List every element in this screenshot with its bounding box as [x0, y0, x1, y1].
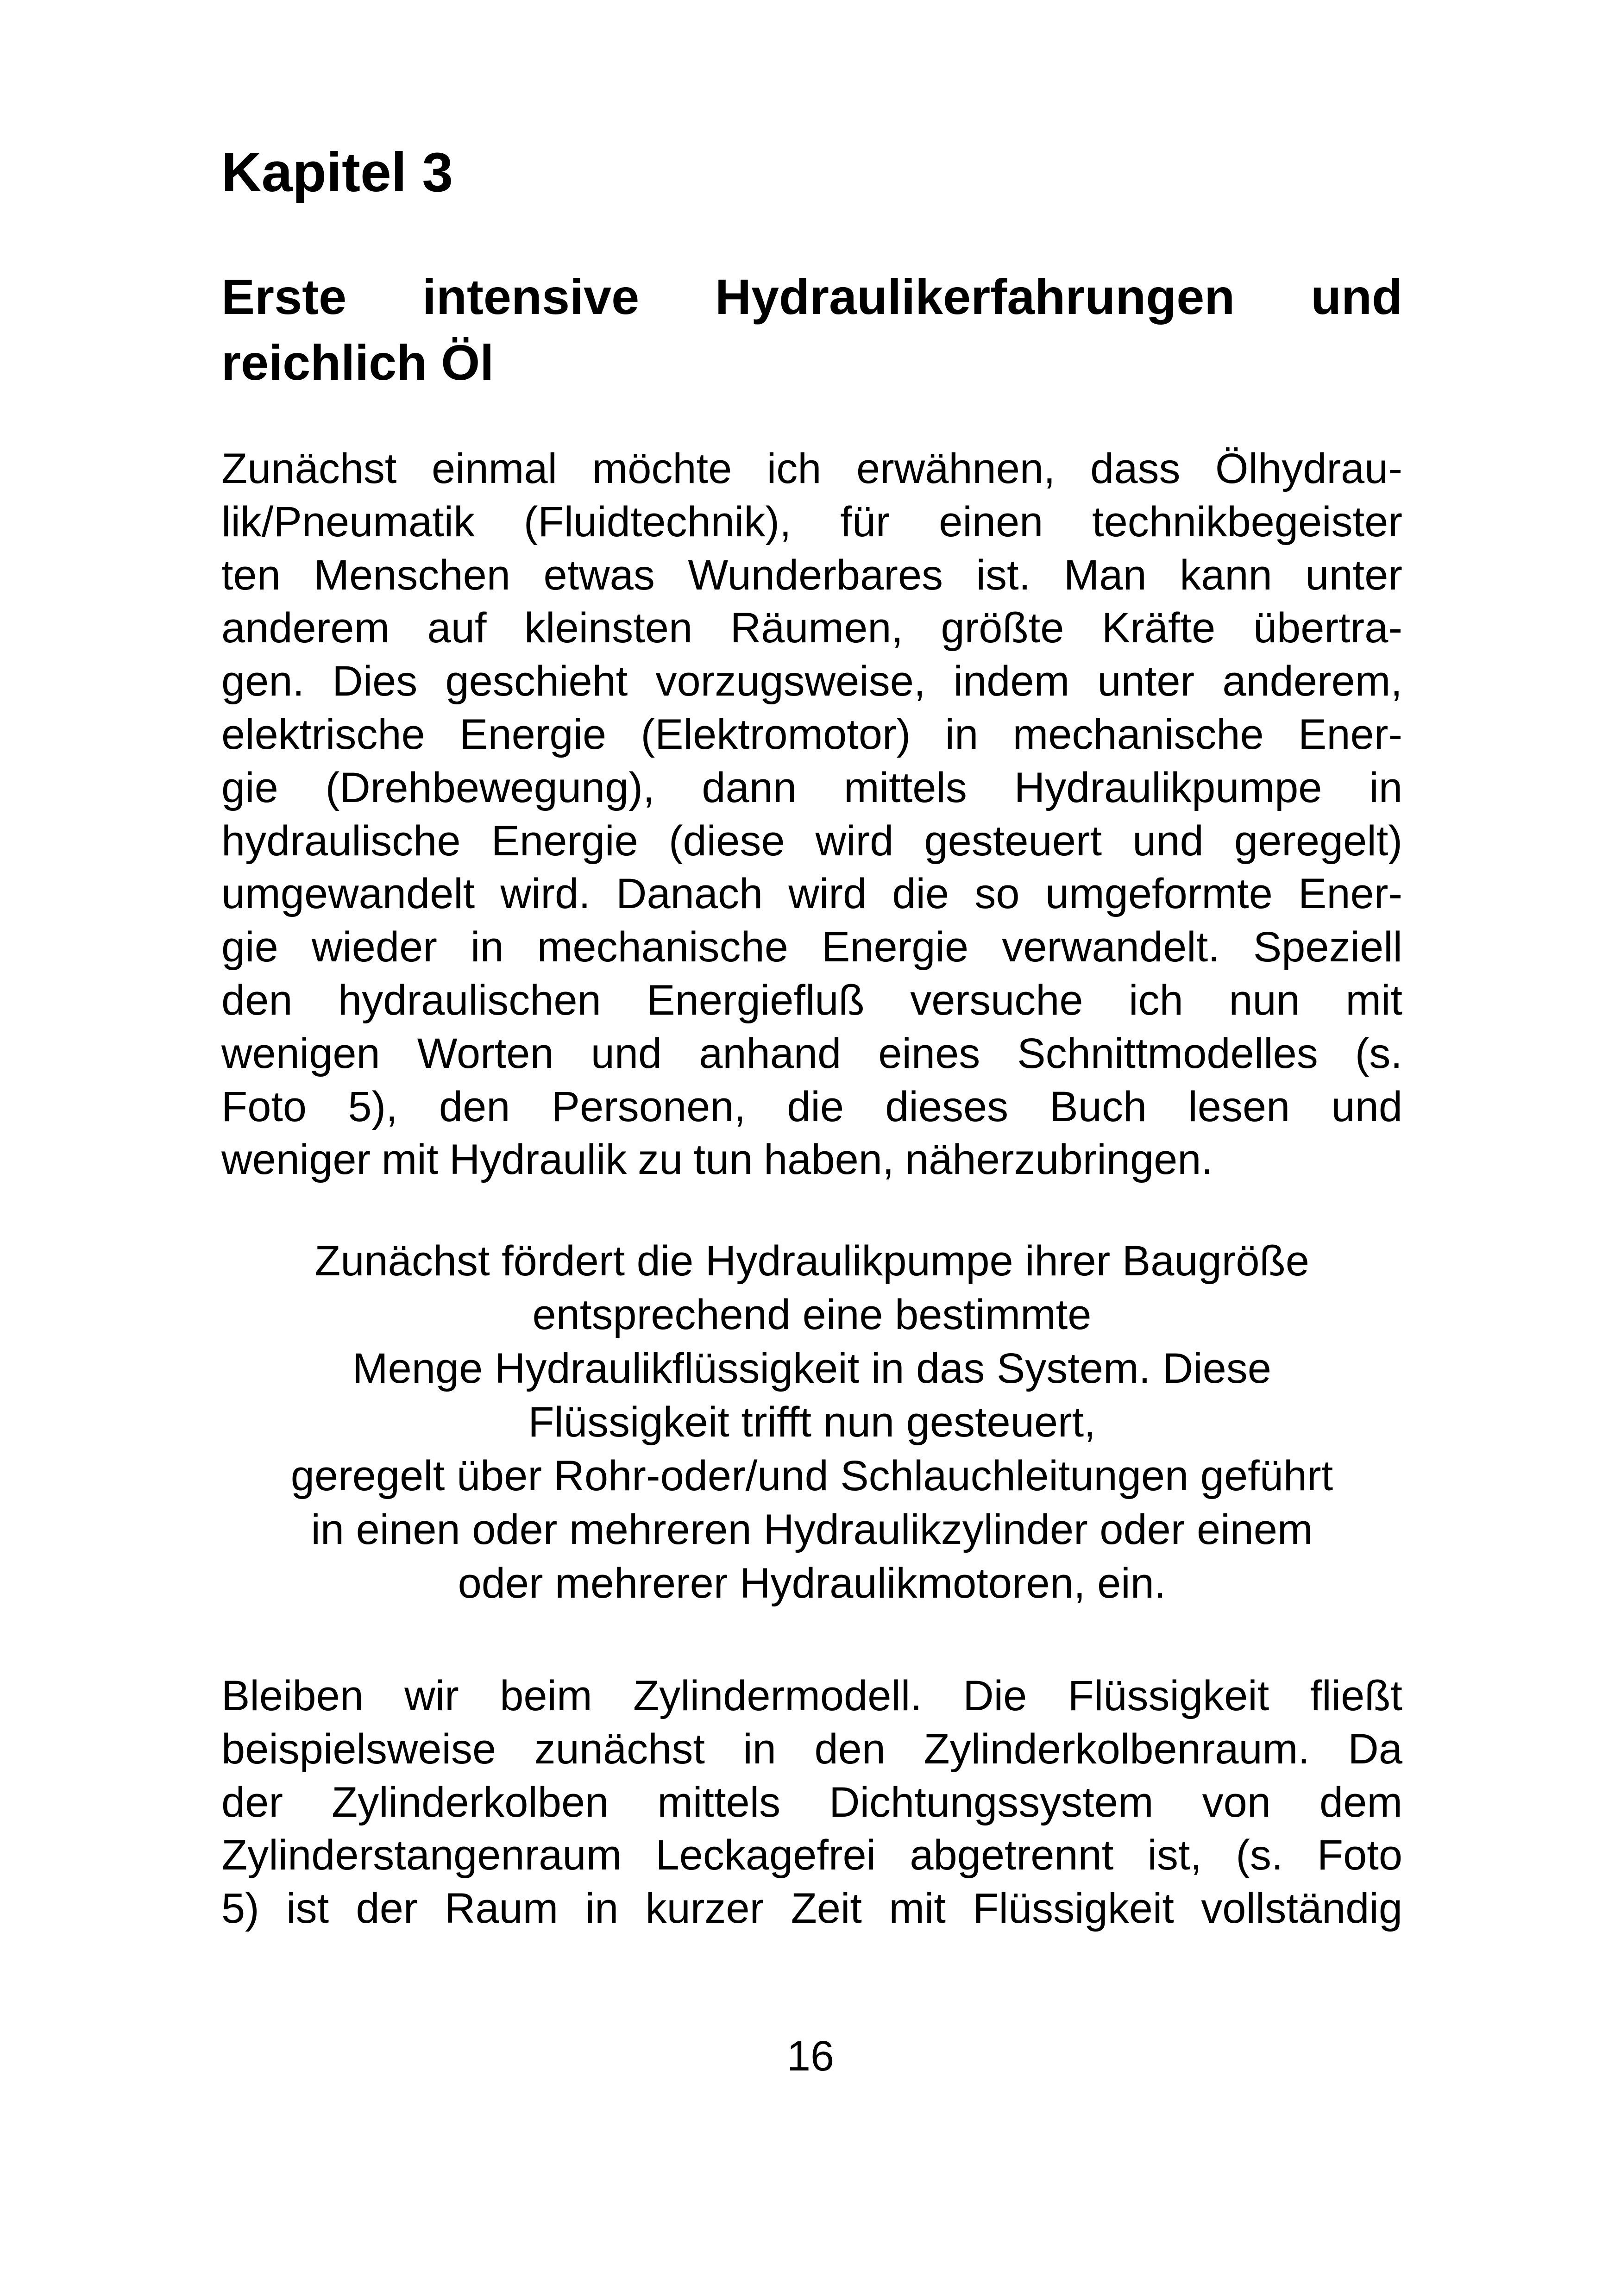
chapter-label: Kapitel 3 — [221, 141, 453, 203]
text-line: 5) ist der Raum in kurzer Zeit mit Flüssigkeit vollständig — [221, 1885, 1402, 1932]
text-line: Zunächst fördert die Hydraulikpumpe ihrer Baugröße — [314, 1237, 1309, 1285]
text-line: oder mehrerer Hydraulikmotoren, ein. — [458, 1560, 1166, 1607]
centered-paragraph — [221, 1234, 1402, 1610]
text-line: geregelt über Rohr-oder/und Schlauchleitungen geführt — [290, 1452, 1333, 1499]
intro-paragraph — [221, 442, 1402, 1186]
text-line: lik/Pneumatik (Fluidtechnik), für einen technikbegeister — [221, 498, 1402, 546]
text-line: weniger mit Hydraulik zu tun haben, näherzubringen. — [221, 1136, 1213, 1184]
text-line: Flüssigkeit trifft nun gesteuert, — [528, 1399, 1096, 1446]
text-line: umgewandelt wird. Danach wird die so umgeformte Ener- — [221, 870, 1402, 918]
text-line: den hydraulischen Energiefluß versuche ich nun mit — [221, 976, 1402, 1024]
chapter-title — [221, 264, 1402, 395]
page-number: 16 — [786, 2033, 835, 2080]
text-line: wenigen Worten und anhand eines Schnittmodelles (s. — [221, 1029, 1402, 1077]
text-line: Zunächst einmal möchte ich erwähnen, dass Ölhydrau- — [221, 445, 1402, 492]
text-line: gie wieder in mechanische Energie verwandelt. Speziell — [221, 923, 1402, 971]
text-line: gen. Dies geschieht vorzugsweise, indem unter anderem, — [221, 658, 1402, 705]
text-line: Zylinderstangenraum Leckagefrei abgetrennt ist, (s. Foto — [221, 1832, 1402, 1879]
chapter-title-line: reichlich Öl — [221, 334, 494, 390]
text-line: ten Menschen etwas Wunderbares ist. Man kann unter — [221, 551, 1402, 599]
text-line: hydraulische Energie (diese wird gesteuert und geregelt) — [221, 817, 1402, 865]
text-line: entsprechend eine bestimmte — [532, 1291, 1092, 1338]
cylinder-paragraph — [221, 1669, 1402, 1935]
chapter-title-line: Erste intensive Hydraulikerfahrungen und — [221, 269, 1402, 325]
text-line: Foto 5), den Personen, die dieses Buch lesen und — [221, 1083, 1402, 1130]
text-line: gie (Drehbewegung), dann mittels Hydraulikpumpe in — [221, 764, 1402, 811]
text-line: anderem auf kleinsten Räumen, größte Kräfte übertra- — [221, 604, 1402, 652]
text-line: der Zylinderkolben mittels Dichtungssystem von dem — [221, 1778, 1402, 1826]
text-line: Bleiben wir beim Zylindermodell. Die Flüssigkeit fließt — [221, 1672, 1402, 1719]
text-line: Menge Hydraulikflüssigkeit in das System. Diese — [352, 1345, 1271, 1392]
text-line: elektrische Energie (Elektromotor) in mechanische Ener- — [221, 710, 1402, 758]
text-line: in einen oder mehreren Hydraulikzylinder oder einem — [311, 1506, 1313, 1553]
text-line: beispielsweise zunächst in den Zylinderkolbenraum. Da — [221, 1725, 1402, 1773]
